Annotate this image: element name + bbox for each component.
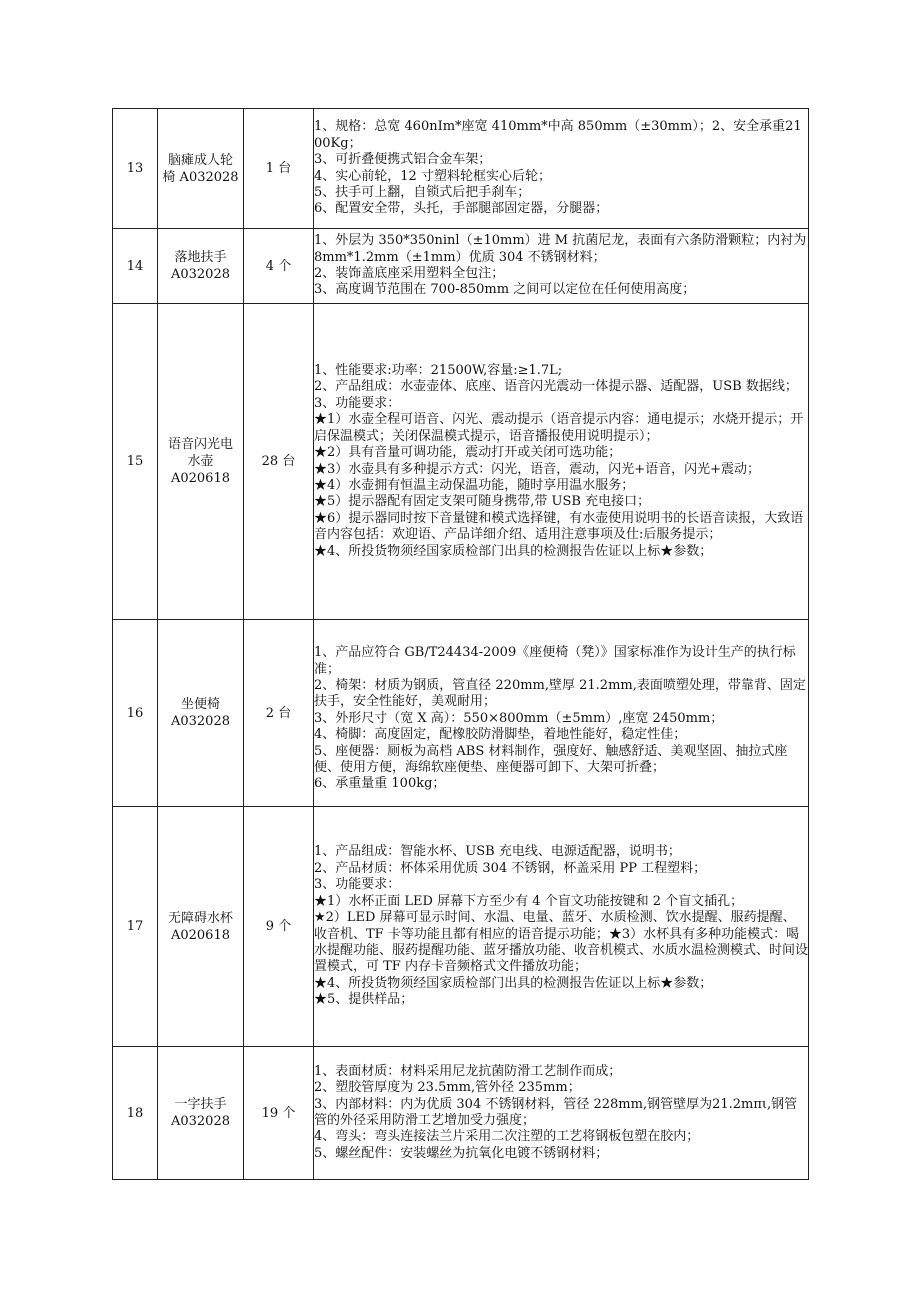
table-row bbox=[113, 229, 809, 304]
item-name: 无障碍水杯 A020618 bbox=[158, 807, 244, 1047]
item-quantity: 28 台 bbox=[244, 304, 314, 620]
item-spec: 1、外层为 350*350ninl（±10mm）进 M 抗菌尼龙，表面有六条防滑颗粒；内衬为 8mm*1.2mm（±1mm）优质 304 不锈钢材料； 2、装饰盖底座采用塑料全包注； 3、高度调节范围在 700-850mm 之间可以定位在任何使用高度； bbox=[314, 229, 809, 304]
item-quantity: 2 台 bbox=[244, 620, 314, 807]
item-name: 脑瘫成人轮 椅 A032028 bbox=[158, 109, 244, 229]
item-spec: 1、规格：总宽 460nIm*座宽 410mm*中高 850mm（±30mm）；2、安全承重2100Kg； 3、可折叠便携式铝合金车架； 4、实心前轮，12 寸塑料轮框实心后轮； 5、扶手可上翻，自锁式后把手刹车； 6、配置安全带，头托，手部腿部固定器，分腿器； bbox=[314, 109, 809, 229]
table-row bbox=[113, 807, 809, 1047]
item-quantity: 19 个 bbox=[244, 1047, 314, 1180]
item-spec: 1、性能要求:功率：21500W,容量:≥1.7L; 2、产品组成：水壶壶体、底座、语音闪光震动一体提示器、适配器，USB 数据线； 3、功能要求： ★1）水壶全程可语音、闪光、震动提示（语音提示内容：通电提示；水烧开提示；开启保温模式；关闭保温模式提示，语音播报使用说明提示）； ★2）具有音量可调功能，震动打开或关闭可选功能； ★3）水壶具有多种提示方式：闪光，语音，震动，闪光+语音，闪光+震动； ★4）水壶拥有恒温主动保温功能，随时享用温水服务； ★5）提示器配有固定支架可随身携带,带 USB 充电接口； ★6）提示器同时按下音量键和模式选择键，有水壶使用说明书的长语音读报，大致语音内容包括：欢迎语、产品详细介绍、适用注意事项及仕:后服务提示； ★4、所投货物须经国家质检部门出具的检测报告佐证以上标★参数； bbox=[314, 304, 809, 620]
table-row bbox=[113, 304, 809, 620]
item-number: 14 bbox=[113, 229, 158, 304]
item-quantity: 9 个 bbox=[244, 807, 314, 1047]
item-spec: 1、产品组成：智能水杯、USB 充电线、电源适配器，说明书； 2、产品材质：杯体采用优质 304 不锈钢，杯盖采用 PP 工程塑料； 3、功能要求： ★1）水杯正面 LED 屏幕下方至少有 4 个盲文功能按键和 2 个盲文插孔； ★2）LED 屏幕可显示时间、水温、电量、蓝牙、水质检测、饮水提醒、服药提醒、收音机、TF 卡等功能且都有相应的语音提示功能；★3）水杯具有多种功能模式：喝水提醒功能、服药提醒功能、蓝牙播放功能、收音机模式、水质水温检测模式、时间设置模式，可 TF 内存卡音频格式文件播放功能； ★4、所投货物须经国家质检部门出具的检测报告佐证以上标★参数； ★5、提供样品； bbox=[314, 807, 809, 1047]
item-name: 一字扶手 A032028 bbox=[158, 1047, 244, 1180]
item-spec: 1、表面材质：材料采用尼龙抗菌防滑工艺制作而成； 2、塑胶管厚度为 23.5mm,管外径 235mm； 3、内部材料：内为优质 304 不锈钢材料，管径 228mm,钢管壁厚为21.2mπι,钢管管的外径采用防滑工艺增加受力强度； 4、弯头：弯头连接法兰片采用二次注塑的工艺将钢板包塑在胶内； 5、螺丝配件：安装螺丝为抗氧化电镀不锈钢材料； bbox=[314, 1047, 809, 1180]
item-name: 语音闪光电 水壶 A020618 bbox=[158, 304, 244, 620]
item-number: 18 bbox=[113, 1047, 158, 1180]
item-name: 坐便椅 A032028 bbox=[158, 620, 244, 807]
item-quantity: 4 个 bbox=[244, 229, 314, 304]
item-name: 落地扶手 A032028 bbox=[158, 229, 244, 304]
item-quantity: 1 台 bbox=[244, 109, 314, 229]
table-row bbox=[113, 109, 809, 229]
spec-table bbox=[112, 108, 809, 1180]
table-row bbox=[113, 620, 809, 807]
item-number: 15 bbox=[113, 304, 158, 620]
item-number: 13 bbox=[113, 109, 158, 229]
item-number: 17 bbox=[113, 807, 158, 1047]
table-row bbox=[113, 1047, 809, 1180]
item-number: 16 bbox=[113, 620, 158, 807]
item-spec: 1、产品应符合 GB/T24434-2009《座便椅（凳）》国家标准作为设计生产的执行标准； 2、椅架：材质为钢质，管直径 220mm,壁厚 21.2mm,表面喷塑处理，带靠背、固定扶手，安全性能好，美观耐用； 3、外形尺寸（宽 X 高）：550×800mm（±5mm）,座宽 2450mm； 4、椅脚：高度固定，配橡胶防滑脚垫，着地性能好，稳定性佳； 5、座便器：厕板为高档 ABS 材料制作，强度好、触感舒适、美观坚固、抽拉式座便、使用方便，海绵软座便垫、座便器可卸下、大架可折叠； 6、承重量重 100kg； bbox=[314, 620, 809, 807]
